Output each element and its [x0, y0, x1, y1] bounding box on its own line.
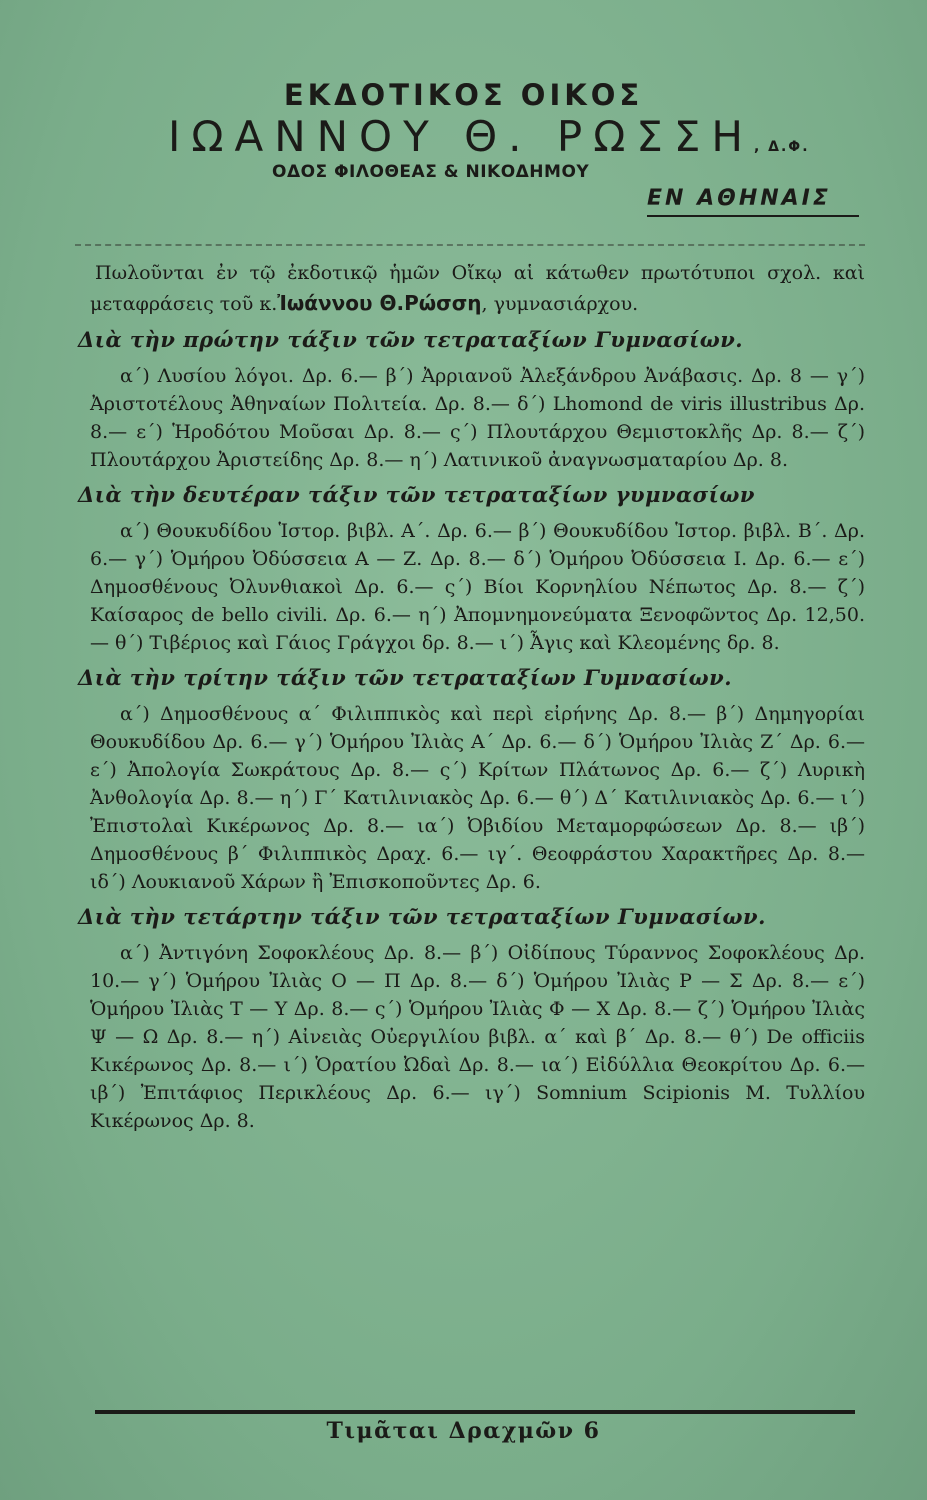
section-body: α΄) Ἀντιγόνη Σοφοκλέους Δρ. 8.— β΄) Οἰδίπους Τύραννος Σοφοκλέους Δρ. 10.— γ΄) Ὁμήρου Ἰλιὰς Ο — Π Δρ. 8.— δ΄) Ὁμήρου Ἰλιὰς Ρ — Σ Δρ. 8.— ε΄) Ὁμήρου Ἰλιὰς Τ — Υ Δρ. 8.— ς΄) Ὁμήρου Ἰλιὰς Φ — Χ Δρ. 8.— ζ΄) Ὁμήρου Ἰλιὰς Ψ — Ω Δρ. 8.— η΄) Αἰνειὰς Οὐεργιλίου βιβλ. α΄ καὶ β΄ Δρ. 8.— θ΄) De officiis Κικέρωνος Δρ. 8.— ι΄) Ὁρατίου Ὠδαὶ Δρ. 8.— ια΄) Εἰδύλλια Θεοκρίτου Δρ. 6.— ιβ΄) Ἐπιτάφιος Περικλέους Δρ. 6.— ιγ΄) Somnium Scipionis M. Τυλλίου Κικέρωνος Δρ. 8. — [90, 942, 865, 1132]
section-title: Διὰ τὴν δευτέραν τάξιν τῶν τετραταξίων γυμνασίων — [78, 482, 755, 507]
publisher-name-text: ΙΩΑΝΝΟΥ Θ. ΡΩΣΣΗ — [168, 112, 754, 161]
publisher-address: ΟΔΟΣ ΦΙΛΟΘΕΑΣ & ΝΙΚΟΔΗΜΟΥ — [272, 162, 590, 182]
section-fourth-class — [78, 904, 865, 1135]
intro-text: Πωλοῦνται ἐν τῷ ἐκδοτικῷ ἡμῶν Οἴκῳ αἱ κάτωθεν πρωτότυποι σχολ. καὶ μεταφράσεις τοῦ κ. — [90, 262, 865, 315]
section-body: α΄) Δημοσθένους α΄ Φιλιππικὸς καὶ περὶ εἰρήνης Δρ. 8.— β΄) Δημηγορίαι Θουκυδίδου Δρ. 6.— γ΄) Ὁμήρου Ἰλιὰς Α΄ Δρ. 6.— δ΄) Ὁμήρου Ἰλιὰς Ζ΄ Δρ. 6.— ε΄) Ἀπολογία Σωκράτους Δρ. 8.— ς΄) Κρίτων Πλάτωνος Δρ. 6.— ζ΄) Λυρικὴ Ἀνθολογία Δρ. 8.— η΄) Γ΄ Κατιλινιακὸς Δρ. 6.— θ΄) Δ΄ Κατιλινιακὸς Δρ. 6.— ι΄) Ἐπιστολαὶ Κικέρωνος Δρ. 8.— ια΄) Ὀβιδίου Μεταμορφώσεων Δρ. 8.— ιβ΄) Δημοσθένους β΄ Φιλιππικὸς Δραχ. 6.— ιγ΄. Θεοφράστου Χαρακτῆρες Δρ. 8.— ιδ΄) Λουκιανοῦ Χάρων ἢ Ἐπισκοποῦντες Δρ. 6. — [90, 703, 865, 893]
section-title: Διὰ τὴν πρώτην τάξιν τῶν τετραταξίων Γυμνασίων. — [78, 327, 744, 352]
section-body: α΄) Λυσίου λόγοι. Δρ. 6.— β΄) Ἀρριανοῦ Ἀλεξάνδρου Ἀνάβασις. Δρ. 8 — γ΄) Ἀριστοτέλους Ἀθηναίων Πολιτεία. Δρ. 8.— δ΄) Lhomond de viris illustribus Δρ. 8.— ε΄) Ἡροδότου Μοῦσαι Δρ. 8.— ς΄) Πλουτάρχου Θεμιστοκλῆς Δρ. 8.— ζ΄) Πλουτάρχου Ἀριστείδης Δρ. 8.— η΄) Λατινικοῦ ἀναγνωσματαρίου Δρ. 8. — [90, 365, 865, 471]
intro-text-end: , γυμνασιάρχου. — [481, 293, 639, 315]
city-underline — [647, 215, 859, 217]
intro-paragraph — [90, 258, 865, 319]
section-second-class — [78, 482, 865, 657]
publisher-city: ΕΝ ΑΘΗΝΑΙΣ — [647, 186, 831, 211]
footer-divider — [95, 1410, 855, 1414]
section-third-class — [78, 665, 865, 896]
section-first-class — [78, 327, 865, 474]
author-name: Ἰωάννου Θ.Ρώσση — [277, 291, 482, 315]
publisher-name — [168, 112, 810, 161]
publisher-header — [0, 0, 927, 220]
catalog-content — [78, 258, 865, 1139]
publisher-house-label: ΕΚΔΟΤΙΚΟΣ ΟΙΚΟΣ — [283, 78, 644, 112]
section-title: Διὰ τὴν τρίτην τάξιν τῶν τετραταξίων Γυμνασίων. — [78, 665, 733, 690]
header-divider — [75, 244, 865, 246]
section-body: α΄) Θουκυδίδου Ἱστορ. βιβλ. Α΄. Δρ. 6.— β΄) Θουκυδίδου Ἱστορ. βιβλ. Β΄. Δρ. 6.— γ΄) Ὁμήρου Ὀδύσσεια Α — Ζ. Δρ. 8.— δ΄) Ὁμήρου Ὀδύσσεια Ι. Δρ. 6.— ε΄) Δημοσθένους Ὀλυνθιακοὶ Δρ. 6.— ς΄) Βίοι Κορνηλίου Νέπωτος Δρ. 8.— ζ΄) Καίσαρος de bello civili. Δρ. 6.— η΄) Ἀπομνημονεύματα Ξενοφῶντος Δρ. 12,50.— θ΄) Τιβέριος καὶ Γάιος Γράγχοι δρ. 8.— ι΄) Ἆγις καὶ Κλεομένης δρ. 8. — [90, 520, 865, 654]
section-title: Διὰ τὴν τετάρτην τάξιν τῶν τετραταξίων Γυμνασίων. — [78, 904, 766, 929]
publisher-name-suffix: , Δ.Φ. — [753, 139, 810, 155]
price-label: Τιμᾶται Δραχμῶν 6 — [326, 1418, 601, 1444]
